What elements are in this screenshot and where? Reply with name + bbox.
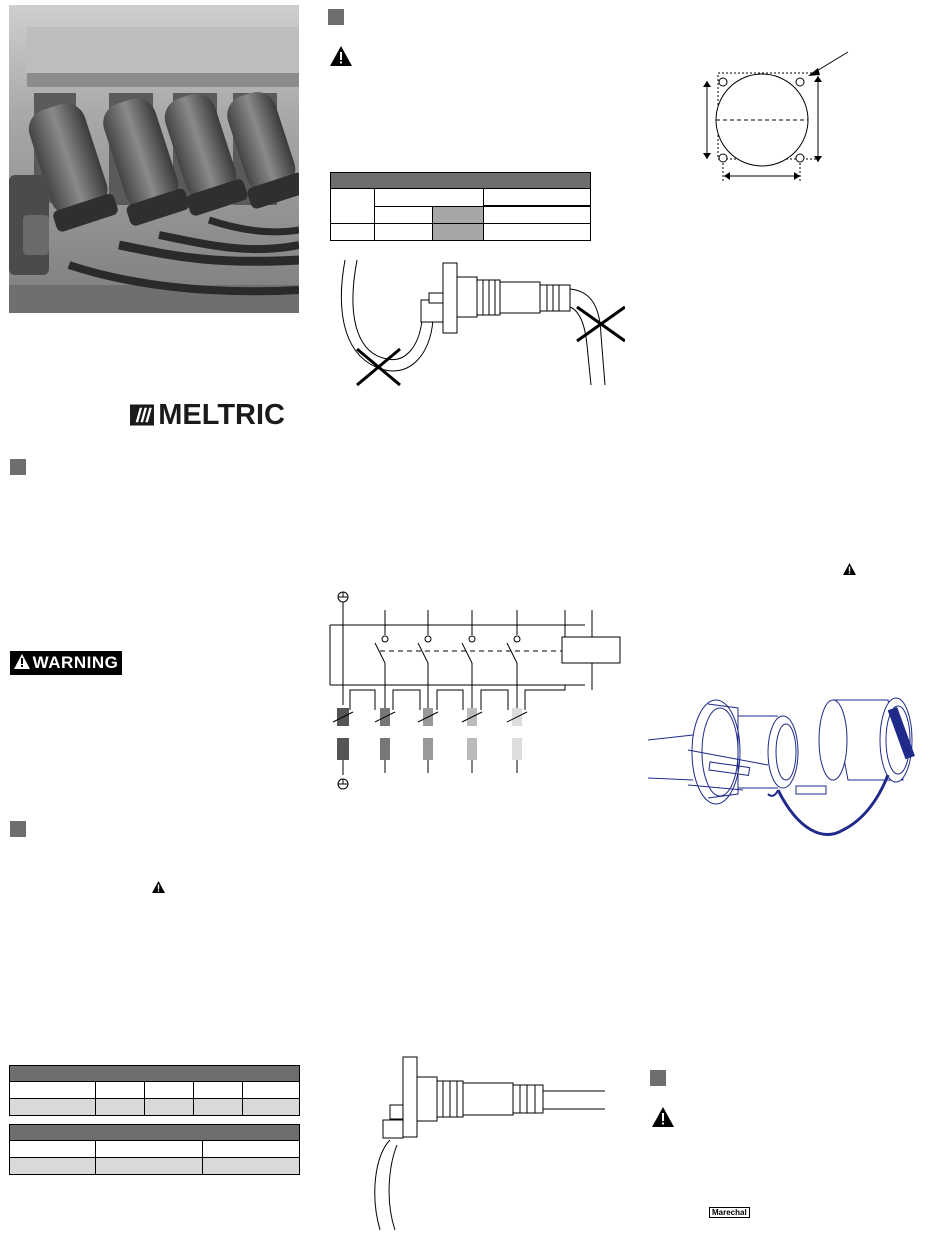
ground-symbol-icon [338, 592, 348, 602]
section-marker [10, 459, 26, 475]
meltric-logo-mark-icon [130, 402, 154, 428]
cover-photo-connectors [9, 5, 299, 313]
warning-triangle-icon [330, 46, 352, 66]
panel-cutout-diagram [690, 48, 860, 188]
receptacle-cap-figure [648, 690, 928, 845]
section-marker [650, 1070, 666, 1086]
section-marker [10, 821, 26, 837]
wiring-diagram [325, 585, 625, 795]
warning-label [10, 651, 122, 675]
correct-installation-figure [355, 1055, 605, 1230]
meltric-logo-text: MELTRIC [158, 399, 285, 431]
marechal-brand-text: Marechal [709, 1207, 750, 1218]
meltric-logo [130, 400, 285, 430]
warning-triangle-icon [652, 1107, 674, 1127]
incorrect-cable-bend-figure [325, 255, 625, 395]
warning-triangle-icon [152, 881, 165, 893]
section-marker [328, 9, 344, 25]
warning-triangle-icon [843, 563, 856, 575]
x-mark-icon [357, 349, 400, 385]
warning-label-text: WARNING [32, 653, 119, 672]
ground-symbol-icon [338, 779, 348, 789]
selection-table [330, 172, 591, 241]
marechal-brand-mark [709, 1202, 750, 1220]
spec-table-2 [9, 1124, 300, 1175]
warning-triangle-icon [14, 654, 30, 672]
spec-table-1 [9, 1065, 300, 1116]
